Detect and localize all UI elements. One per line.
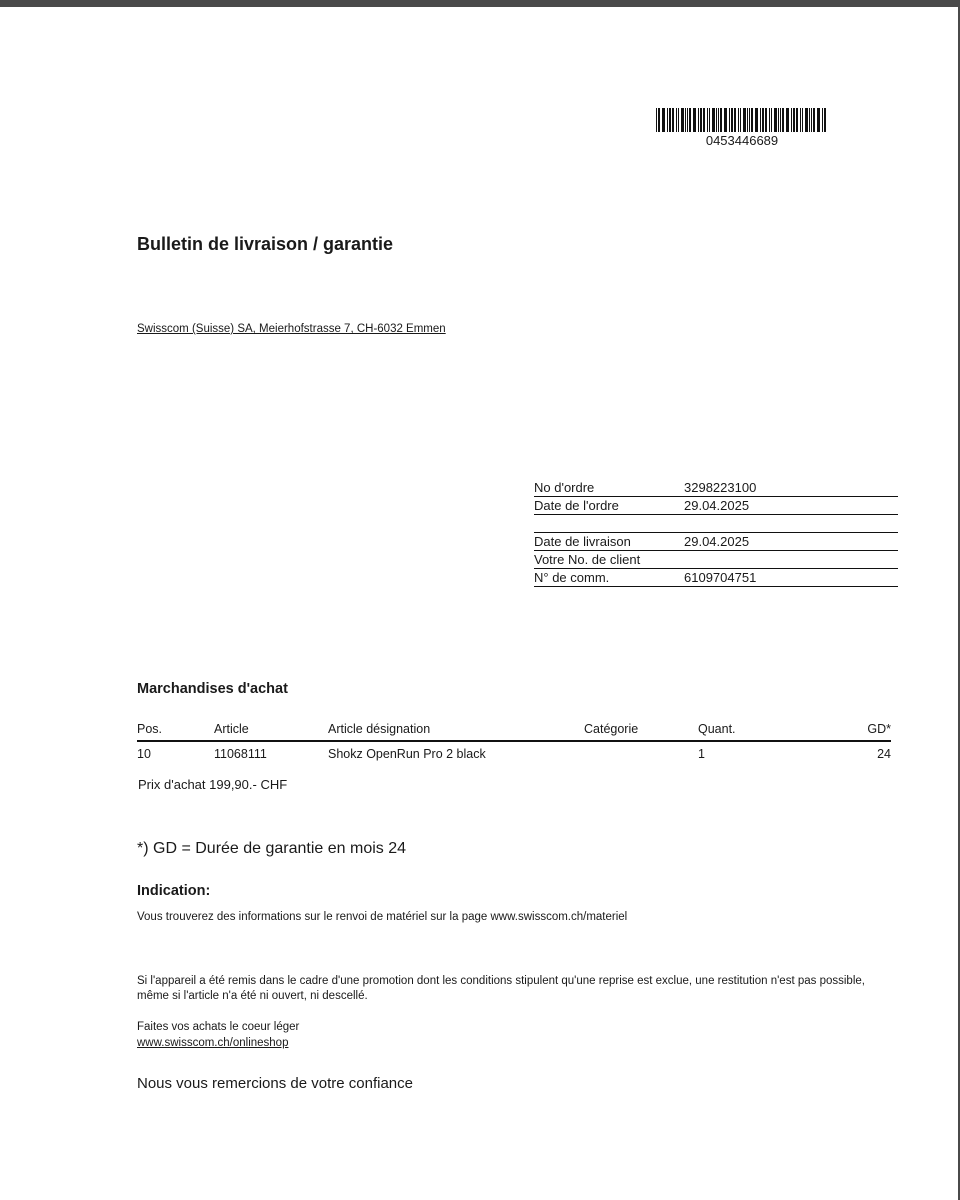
commission-number-value: 6109704751 [684, 570, 757, 585]
header-gd: GD* [867, 722, 891, 736]
thanks-message: Nous vous remercions de votre confiance [137, 1075, 413, 1092]
purchase-price: Prix d'achat 199,90.- CHF [138, 777, 288, 792]
onlineshop-link[interactable]: www.swisscom.ch/onlineshop [137, 1037, 289, 1049]
delivery-date-label: Date de livraison [534, 534, 631, 549]
delivery-date-value: 29.04.2025 [684, 534, 750, 549]
top-border [0, 0, 960, 7]
goods-table-header [137, 720, 891, 742]
barcode [656, 108, 828, 132]
delivery-date-row [534, 533, 898, 551]
goods-section-title: Marchandises d'achat [137, 681, 288, 697]
order-date-label: Date de l'ordre [534, 498, 619, 513]
header-designation: Article désignation [328, 722, 431, 736]
customer-number-label: Votre No. de client [534, 552, 641, 567]
order-date-value: 29.04.2025 [684, 498, 750, 513]
header-article: Article [214, 722, 249, 736]
order-number-value: 3298223100 [684, 480, 757, 495]
warranty-note: *) GD = Durée de garantie en mois 24 [137, 840, 407, 857]
header-pos: Pos. [137, 722, 163, 736]
indication-title: Indication: [137, 883, 211, 899]
row-quantity: 1 [698, 747, 705, 761]
order-date-row [534, 497, 898, 515]
order-number-label: No d'ordre [534, 480, 595, 495]
goods-table [137, 720, 891, 765]
commission-number-row [534, 569, 898, 587]
order-number-row [534, 479, 898, 497]
header-category: Catégorie [584, 722, 639, 736]
customer-number-value [684, 551, 898, 568]
document-title: Bulletin de livraison / garantie [137, 234, 394, 254]
row-designation: Shokz OpenRun Pro 2 black [328, 747, 486, 761]
commission-number-label: N° de comm. [534, 570, 610, 585]
sender-address: Swisscom (Suisse) SA, Meierhofstrasse 7, CH-6032 Emmen [137, 323, 446, 335]
row-article: 11068111 [214, 747, 267, 761]
indication-text: Vous trouverez des informations sur le renvoi de matériel sur la page www.swisscom.ch/materiel [137, 911, 628, 923]
table-row [137, 745, 891, 765]
row-gd: 24 [877, 747, 891, 761]
info-spacer-row [534, 515, 898, 533]
row-pos: 10 [137, 747, 151, 761]
barcode-number: 0453446689 [705, 133, 779, 148]
promotion-notice: Si l'appareil a été remis dans le cadre d'une promotion dont les conditions stipulent qu'une reprise est exclue, une restitution n'est pas possible, même si l'article n'a été ni ouvert, ni descellé. [137, 975, 865, 1002]
header-quantity: Quant. [698, 722, 736, 736]
order-info-table [534, 479, 898, 587]
tagline: Faites vos achats le coeur léger [137, 1021, 300, 1033]
customer-number-row [534, 551, 898, 569]
